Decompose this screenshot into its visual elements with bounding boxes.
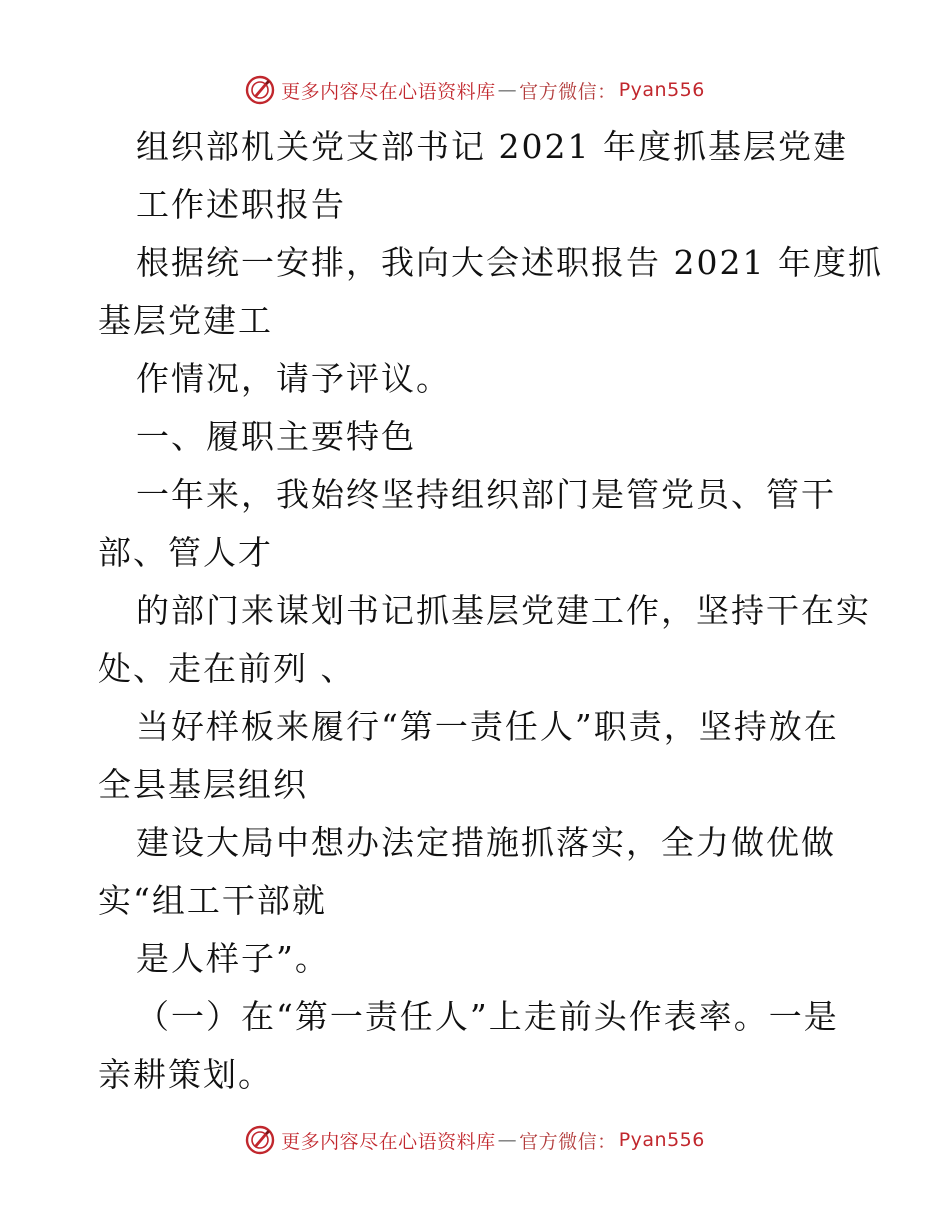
watermark-sub-text: 官方微信： xyxy=(519,80,617,103)
watermark-main-text: 更多内容尽在心语资料库 xyxy=(281,1130,496,1153)
document-body xyxy=(98,118,883,1104)
watermark-separator: — xyxy=(497,1129,518,1151)
paragraph-line: 根据统一安排，我向大会述职报告 2021 年度抓 xyxy=(136,243,883,282)
watermark-separator: — xyxy=(497,79,518,101)
watermark-id: Pyan556 xyxy=(618,79,705,101)
footer-watermark xyxy=(0,1120,950,1160)
paragraph-line: 是人样子”。 xyxy=(136,939,330,978)
paragraph-line: 当好样板来履行“第一责任人”职责，坚持放在 xyxy=(136,707,839,746)
paragraph-line: 一年来，我始终坚持组织部门是管党员、管干 xyxy=(136,475,836,514)
paragraph-line: 建设大局中想办法定措施抓落实，全力做优做 xyxy=(136,823,836,862)
paragraph-line: 作情况，请予评议。 xyxy=(136,359,451,398)
watermark-sub-text: 官方微信： xyxy=(519,1130,617,1153)
subsection-heading: （一）在“第一责任人”上走前头作表率。一是 xyxy=(136,997,839,1036)
paragraph-line: 基层党建工 xyxy=(98,301,273,340)
watermark-id: Pyan556 xyxy=(618,1129,705,1151)
header-watermark xyxy=(0,70,950,110)
paragraph-line: 的部门来谋划书记抓基层党建工作，坚持干在实 xyxy=(136,591,871,630)
paragraph-line: 全县基层组织 xyxy=(98,765,308,804)
doc-title-line-1: 组织部机关党支部书记 2021 年度抓基层党建 xyxy=(136,127,848,166)
doc-title-line-2: 工作述职报告 xyxy=(136,185,346,224)
paragraph-line: 部、管人才 xyxy=(98,533,273,572)
watermark-main-text: 更多内容尽在心语资料库 xyxy=(281,80,496,103)
paragraph-line: 亲耕策划。 xyxy=(98,1055,273,1094)
section-heading: 一、履职主要特色 xyxy=(136,417,416,456)
brand-logo-icon xyxy=(245,75,275,105)
paragraph-line: 处、走在前列 、 xyxy=(98,649,356,688)
brand-logo-icon xyxy=(245,1125,275,1155)
paragraph-line: 实“组工干部就 xyxy=(98,881,327,920)
